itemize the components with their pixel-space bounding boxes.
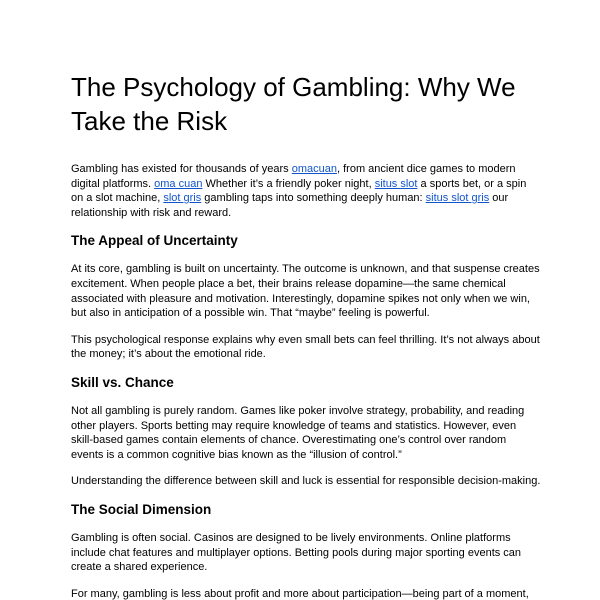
intro-text: our relationship with risk and reward. [71, 192, 509, 219]
intro-paragraph [71, 162, 541, 220]
intro-text: a sports bet, or a spin on a slot machine, [71, 177, 527, 205]
link-omacuan[interactable]: omacuan [291, 163, 337, 175]
section-heading-skill-vs-chance: Skill vs. Chance [71, 374, 174, 390]
section-heading-appeal-of-uncertainty: The Appeal of Uncertainty [71, 233, 238, 249]
body-paragraph: This psychological response explains why even small bets can feel thrilling. It’s not always about the money; it’s about the emotional ride. [71, 333, 540, 361]
link-oma-cuan[interactable]: oma cuan [154, 177, 203, 190]
page-title: The Psychology of Gambling: Why We Take the Risk [71, 72, 516, 136]
body-paragraph: Not all gambling is purely random. Games like poker involve strategy, probability, and reading other players. Sports betting may require knowledge of teams and statistics. However, even skill-based games contain elements of chance. Overestimating one’s control over random events is a common cognitive bias known as the “illusion of control.” [71, 404, 525, 461]
link-situs-slot[interactable]: situs slot [374, 177, 418, 190]
body-paragraph: Understanding the difference between skill and luck is essential for responsible decision-making. [71, 475, 541, 488]
intro-text: gambling taps into something deeply human: [201, 192, 426, 205]
link-situs-slot-gris[interactable]: situs slot gris [425, 192, 490, 205]
intro-text: Whether it’s a friendly poker night, [202, 177, 375, 190]
intro-text: , from ancient dice games to modern digital platforms. [71, 163, 516, 190]
section-heading-social-dimension: The Social Dimension [71, 501, 212, 517]
body-paragraph: Gambling is often social. Casinos are designed to be lively environments. Online platforms include chat features and multiplayer options. Betting pools during major sporting events can create a shared experience. [71, 531, 522, 574]
body-paragraph: At its core, gambling is built on uncertainty. The outcome is unknown, and that suspense creates excitement. When people place a bet, their brains release dopamine—the same chemical associated with pleasure and motivation. Interestingly, dopamine spikes not only when we win, but also in anticipation of a possible win. That “maybe” feeling is powerful. [71, 263, 540, 320]
link-slot-gris[interactable]: slot gris [163, 192, 202, 205]
intro-text: Gambling has existed for thousands of years [71, 163, 292, 175]
document-body [71, 70, 541, 600]
body-paragraph: For many, gambling is less about profit and more about participation—being part of a moment, [71, 587, 529, 600]
